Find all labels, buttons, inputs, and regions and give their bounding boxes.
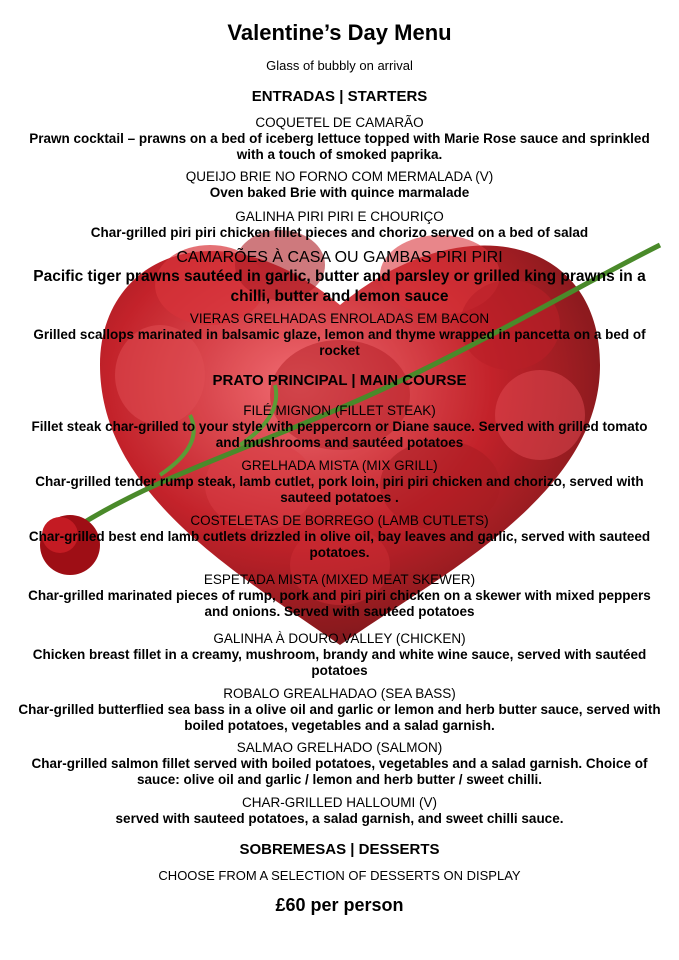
main-item bbox=[18, 795, 661, 827]
item-name: ROBALO GREALHADAO (SEA BASS) bbox=[223, 686, 456, 701]
section-mains-heading: PRATO PRINCIPAL | MAIN COURSE bbox=[212, 372, 467, 389]
section-starters-heading: ENTRADAS | STARTERS bbox=[251, 88, 428, 105]
main-item bbox=[18, 686, 661, 734]
item-name: CAMARÕES À CASA OU GAMBAS PIRI PIRI bbox=[176, 249, 503, 266]
section-desserts-heading: SOBREMESAS | DESSERTS bbox=[239, 841, 440, 858]
item-description: served with sauteed potatoes, a salad garnish, and sweet chilli sauce. bbox=[115, 811, 564, 826]
item-name: SALMAO GRELHADO (SALMON) bbox=[236, 740, 443, 755]
starter-item bbox=[18, 209, 661, 241]
item-description: Pacific tiger prawns sautéed in garlic, butter and parsley or grilled king prawns in a chilli, butter and lemon sauce bbox=[33, 268, 646, 305]
item-description: Grilled scallops marinated in balsamic glaze, lemon and thyme wrapped in pancetta on a bed of rocket bbox=[33, 327, 646, 358]
item-name: GALINHA À DOURO VALLEY (CHICKEN) bbox=[213, 631, 466, 646]
item-description: Char-grilled marinated pieces of rump, pork and piri piri chicken on a skewer with mixed peppers and onions. Served with sautéed potatoes bbox=[28, 588, 651, 619]
item-description: Char-grilled tender rump steak, lamb cutlet, pork loin, piri piri chicken and chorizo, served with sauteed potatoes . bbox=[35, 474, 644, 505]
item-description: Char-grilled piri piri chicken fillet pieces and chorizo served on a bed of salad bbox=[90, 225, 589, 240]
menu-title: Valentine’s Day Menu bbox=[227, 20, 452, 45]
main-item bbox=[18, 458, 661, 506]
starter-item bbox=[18, 169, 661, 201]
starter-item bbox=[18, 248, 661, 307]
main-item bbox=[18, 740, 661, 788]
item-description: Char-grilled best end lamb cutlets drizzled in olive oil, bay leaves and garlic, served with sauteed potatoes. bbox=[28, 529, 651, 560]
item-name: FILÉ MIGNON (FILLET STEAK) bbox=[243, 403, 436, 418]
price-per-person: £60 per person bbox=[275, 895, 404, 915]
item-name: QUEIJO BRIE NO FORNO COM MERMALADA (V) bbox=[185, 169, 494, 184]
item-name: COQUETEL DE CAMARÃO bbox=[255, 115, 424, 130]
item-description: Oven baked Brie with quince marmalade bbox=[209, 185, 470, 200]
item-name: CHAR-GRILLED HALLOUMI (V) bbox=[241, 795, 438, 810]
main-item bbox=[18, 572, 661, 620]
item-name: COSTELETAS DE BORREGO (LAMB CUTLETS) bbox=[190, 513, 489, 528]
item-description: Chicken breast fillet in a creamy, mushroom, brandy and white wine sauce, served with sautéed potatoes bbox=[32, 647, 647, 678]
item-description: Fillet steak char-grilled to your style with peppercorn or Diane sauce. Served with grilled tomato and mushrooms and sautéed potatoes bbox=[31, 419, 648, 450]
main-item bbox=[18, 513, 661, 561]
item-name: VIERAS GRELHADAS ENROLADAS EM BACON bbox=[189, 311, 490, 326]
main-item bbox=[18, 631, 661, 679]
starter-item bbox=[18, 115, 661, 163]
desserts-note: CHOOSE FROM A SELECTION OF DESSERTS ON DISPLAY bbox=[158, 868, 521, 883]
main-item bbox=[18, 403, 661, 451]
item-name: GALINHA PIRI PIRI E CHOURIÇO bbox=[235, 209, 444, 224]
starter-item bbox=[18, 311, 661, 359]
item-name: ESPETADA MISTA (MIXED MEAT SKEWER) bbox=[203, 572, 476, 587]
item-description: Prawn cocktail – prawns on a bed of iceberg lettuce topped with Marie Rose sauce and sprinkled with a touch of smoked paprika. bbox=[29, 131, 650, 162]
item-name: GRELHADA MISTA (MIX GRILL) bbox=[241, 458, 438, 473]
menu-subtitle: Glass of bubbly on arrival bbox=[266, 58, 413, 73]
item-description: Char-grilled salmon fillet served with boiled potatoes, vegetables and a salad garnish. Choice of sauce: olive oil and garlic / lemon and herb butter / sweet chilli. bbox=[31, 756, 648, 787]
item-description: Char-grilled butterflied sea bass in a olive oil and garlic or lemon and herb butter sauce, served with boiled potatoes, vegetables and a salad garnish. bbox=[18, 702, 661, 733]
